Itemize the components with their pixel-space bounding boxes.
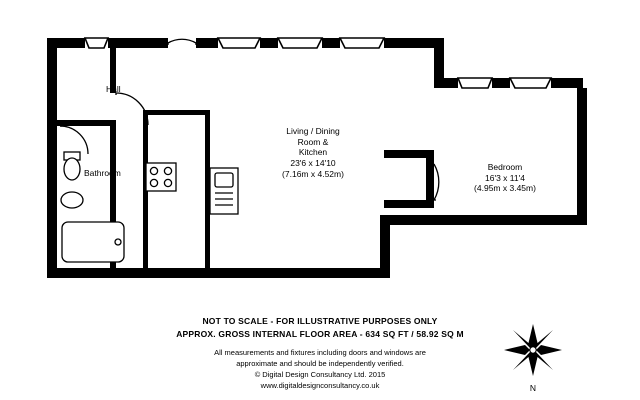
- living-name-line1: Living / Dining: [286, 126, 340, 136]
- hall-name: Hall: [106, 84, 121, 94]
- footer-floor-area: APPROX. GROSS INTERNAL FLOOR AREA - 634 SQ FT / 58.92 SQ M: [176, 329, 464, 339]
- bedroom-dim-imperial: 16'3 x 11'4: [485, 172, 525, 183]
- footer-measure-note-1: All measurements and fixtures including doors and windows are: [214, 348, 426, 357]
- living-dim-imperial: 23'6 x 14'10: [290, 157, 336, 168]
- footer-not-to-scale: NOT TO SCALE - FOR ILLUSTRATIVE PURPOSES ONLY: [202, 316, 438, 326]
- footer-measure-note-2: approximate and should be independently verified.: [236, 358, 404, 368]
- living-name-line3: Kitchen: [298, 147, 328, 158]
- compass-north-label: N: [529, 383, 537, 393]
- room-label-bathroom: [84, 168, 121, 178]
- room-label-hall: [106, 84, 121, 94]
- bedroom-name: Bedroom: [487, 162, 523, 172]
- footer-copyright: © Digital Design Consultancy Ltd. 2015: [254, 369, 386, 379]
- living-dim-metric: (7.16m x 4.52m): [282, 168, 344, 179]
- kitchen-fixtures: [146, 163, 238, 214]
- room-label-bedroom: [440, 162, 570, 194]
- bedroom-dim-metric: (4.95m x 3.45m): [474, 183, 536, 194]
- compass-star-icon: [502, 322, 564, 378]
- compass-rose: [498, 322, 568, 394]
- living-name-line2: Room &: [297, 136, 329, 147]
- bathroom-name: Bathroom: [84, 168, 121, 178]
- footer-website[interactable]: www.digitaldesignconsultancy.co.uk: [260, 380, 380, 390]
- room-label-living: [248, 126, 378, 179]
